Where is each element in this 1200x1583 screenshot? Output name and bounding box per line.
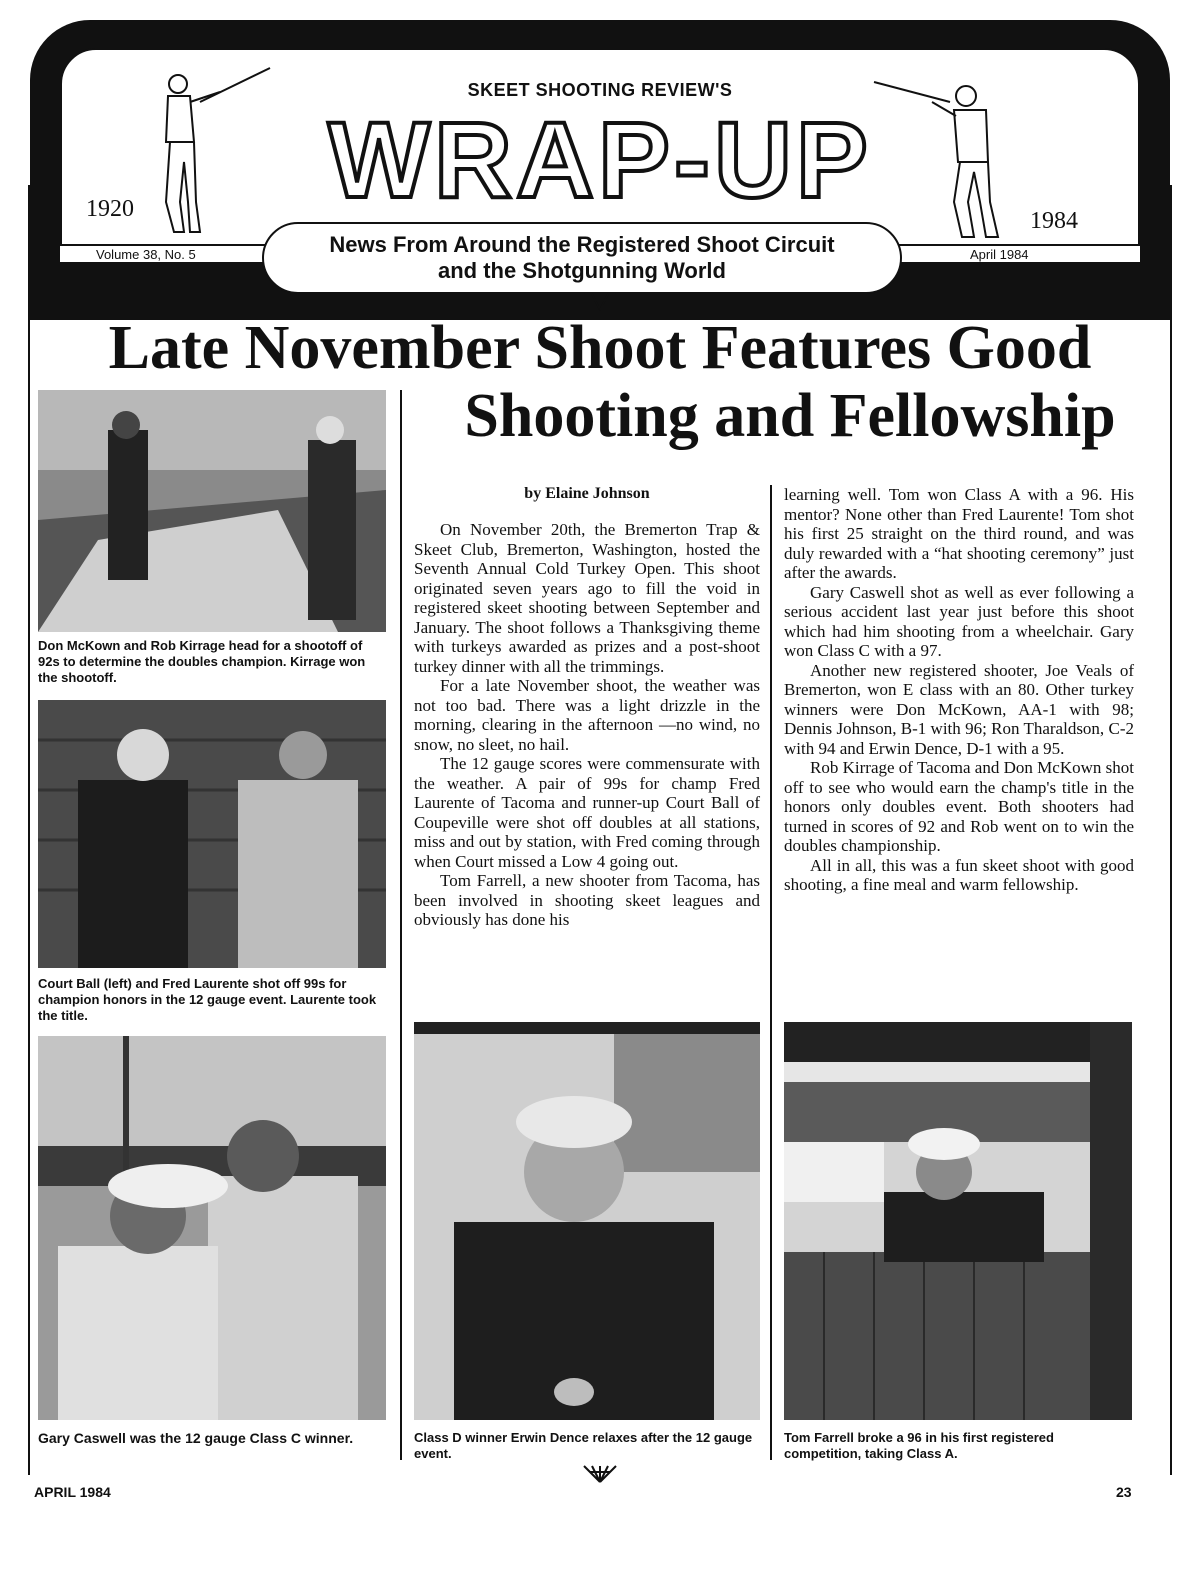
article-paragraph: Tom Farrell, a new shooter from Tacoma, has been involved in shooting skeet leagues and obviously has done his xyxy=(414,871,760,929)
headline-line-1: Late November Shoot Features Good xyxy=(108,314,1092,382)
article-column-2 xyxy=(784,485,1134,895)
page-number: 23 xyxy=(1116,1484,1132,1500)
masthead-tagline-banner xyxy=(262,222,902,294)
caption-photo4: Class D winner Erwin Dence relaxes after the 12 gauge event. xyxy=(414,1430,753,1461)
headline-line-2: Shooting and Fellowship xyxy=(464,382,1116,450)
article-paragraph: All in all, this was a fun skeet shoot with good shooting, a fine meal and warm fellowship. xyxy=(784,855,1134,894)
shooter-left-icon xyxy=(140,62,280,242)
photo-ball-laurente xyxy=(38,700,386,968)
caption-photo3: Gary Caswell was the 12 gauge Class C winner. xyxy=(38,1430,354,1446)
article-paragraph: The 12 gauge scores were commensurate with the weather. A pair of 99s for champ Fred Laurente of Tacoma and runner-up Court Ball of Coupeville were shot off doubles at all stations, miss and out by station, with Fred coming through when Court missed a Low 4 going out. xyxy=(414,754,760,871)
year-start: 1920 xyxy=(86,196,134,222)
photo-shooters-walking xyxy=(38,390,386,632)
photo-tom-farrell xyxy=(784,1022,1132,1420)
column-rule xyxy=(770,485,772,1460)
caption-photo1: Don McKown and Rob Kirrage head for a shootoff of 92s to determine the doubles champion. Kirrage won the shootoff. xyxy=(38,638,366,685)
tagline-line-2: and the Shotgunning World xyxy=(438,258,726,283)
caption-photo5: Tom Farrell broke a 96 in his first registered competition, taking Class A. xyxy=(784,1430,1054,1461)
masthead-title: WRAP-UP xyxy=(328,99,872,220)
volume-number: Volume 38, No. 5 xyxy=(96,247,196,262)
article-paragraph: learning well. Tom won Class A with a 96. His mentor? None other than Fred Laurente! Tom shot his first 25 straight on the third round, and was duly rewarded with a “hat shooting ceremony” just after the awards. xyxy=(784,485,1134,582)
tagline-line-1: News From Around the Registered Shoot Circuit xyxy=(329,232,835,257)
article-paragraph: On November 20th, the Bremerton Trap & Skeet Club, Bremerton, Washington, hosted the Seventh Annual Cold Turkey Open. This shoot originated seven years ago to fill the void in registered skeet shooting between September and January. The shoot follows a Thanksgiving theme with turkeys awarded as prizes and a post-shoot turkey dinner with all the trimmings. xyxy=(414,520,760,676)
year-end: 1984 xyxy=(1030,208,1078,234)
photo-gary-caswell xyxy=(38,1036,386,1420)
shooter-right-icon xyxy=(870,72,1020,242)
fan-ornament-icon xyxy=(570,1464,630,1490)
masthead-kicker: SKEET SHOOTING REVIEW'S xyxy=(467,80,733,100)
caption-photo2: Court Ball (left) and Fred Laurente shot off 99s for champion honors in the 12 gauge event. Laurente took the title. xyxy=(38,976,377,1023)
photo-erwin-dence xyxy=(414,1022,760,1420)
footer-date: APRIL 1984 xyxy=(34,1484,111,1500)
article-paragraph: Rob Kirrage of Tacoma and Don McKown shot off to see who would earn the champ's title in the honors only doubles event. Both shooters had turned in scores of 92 and Rob went on to win the doubles championship. xyxy=(784,758,1134,855)
article-paragraph: Another new registered shooter, Joe Veals of Bremerton, won E class with an 80. Other turkey winners were Don McKown, AA-1 with 98; Dennis Johnson, B-1 with 96; Ron Tharaldson, C-2 with 94 and Erwin Dence, D-1 with a 95. xyxy=(784,660,1134,758)
column-rule xyxy=(400,390,402,1460)
article-column-1 xyxy=(414,520,760,930)
issue-date: April 1984 xyxy=(970,247,1029,262)
article-paragraph: Gary Caswell shot as well as ever following a serious accident last year just before this shoot which had him shooting from a wheelchair. Gary won Class C with a 97. xyxy=(784,582,1134,660)
byline: by Elaine Johnson xyxy=(524,485,650,502)
article-paragraph: For a late November shoot, the weather was not too bad. There was a light drizzle in the morning, clearing in the afternoon —no wind, no snow, no sleet, no hail. xyxy=(414,676,760,754)
